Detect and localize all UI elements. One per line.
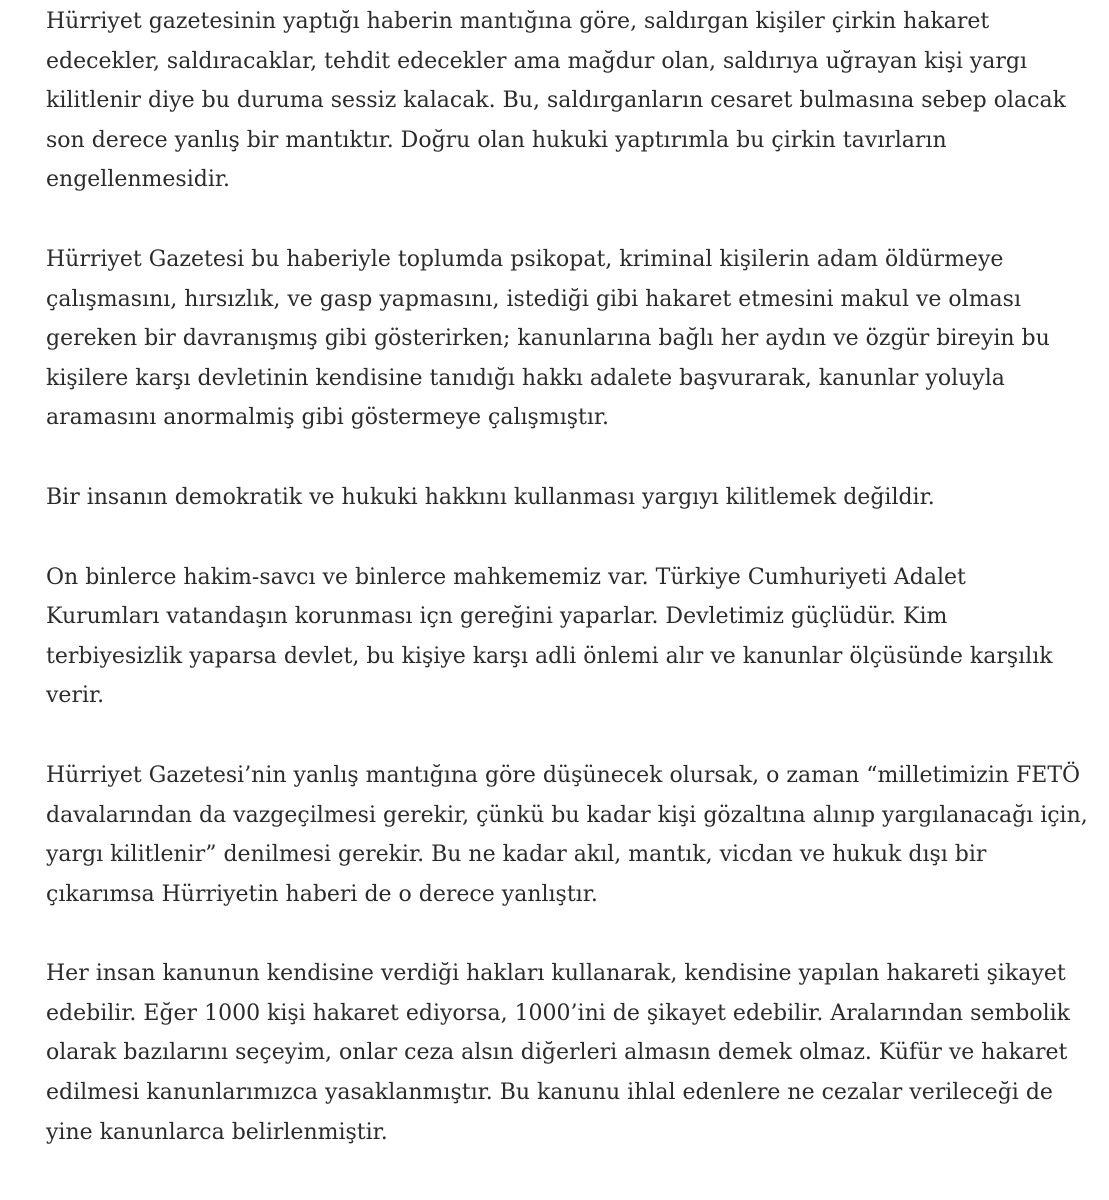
paragraph-1 <box>46 2 1086 200</box>
paragraph-line: kişilere karşı devletinin kendisine tanıdığı hakkı adalete başvurarak, kanunlar yoluyla <box>46 365 1005 391</box>
paragraph-line: gereken bir davranışmış gibi gösterirken; kanunlarına bağlı her aydın ve özgür bireyin bu <box>46 326 1050 352</box>
paragraph-line: çalışmasını, hırsızlık, ve gasp yapmasını, istediği gibi hakaret etmesini makul ve olması <box>46 286 1022 312</box>
paragraph-3 <box>46 478 1086 518</box>
paragraph-line: aramasını anormalmiş gibi göstermeye çalışmıştır. <box>46 405 609 431</box>
paragraph-line: yine kanunlarca belirlenmiştir. <box>46 1119 388 1145</box>
paragraph-line: yargı kilitlenir” denilmesi gerekir. Bu ne kadar akıl, mantık, vicdan ve hukuk dışı bir <box>46 842 987 868</box>
paragraph-line: Bir insanın demokratik ve hukuki hakkını kullanması yargıyı kilitlemek değildir. <box>46 484 935 510</box>
paragraph-line: son derece yanlış bir mantıktır. Doğru olan hukuki yaptırımla bu çirkin tavırların <box>46 127 947 153</box>
paragraph-2 <box>46 240 1086 438</box>
article-body <box>46 2 1086 1152</box>
paragraph-5 <box>46 756 1086 914</box>
paragraph-line: edecekler, saldıracaklar, tehdit edecekler ama mağdur olan, saldırıya uğrayan kişi yargı <box>46 48 1028 74</box>
paragraph-line: Hürriyet Gazetesi’nin yanlış mantığına göre düşünecek olursak, o zaman “milletimizin FETÖ <box>46 762 1081 788</box>
paragraph-line: Hürriyet gazetesinin yaptığı haberin mantığına göre, saldırgan kişiler çirkin hakaret <box>46 9 990 34</box>
paragraph-line: Hürriyet Gazetesi bu haberiyle toplumda psikopat, kriminal kişilerin adam öldürmeye <box>46 246 1004 272</box>
paragraph-line: edilmesi kanunlarımızca yasaklanmıştır. Bu kanunu ihlal edenlere ne cezalar verileceği de <box>46 1080 1053 1106</box>
paragraph-line: kilitlenir diye bu duruma sessiz kalacak. Bu, saldırganların cesaret bulmasına sebep olacak <box>46 88 1066 114</box>
paragraph-6 <box>46 954 1086 1152</box>
paragraph-line: olarak bazılarını seçeyim, onlar ceza alsın diğerleri almasın demek olmaz. Küfür ve hakaret <box>46 1040 1068 1066</box>
paragraph-line: On binlerce hakim-savcı ve binlerce mahkememiz var. Türkiye Cumhuriyeti Adalet <box>46 564 966 590</box>
paragraph-line: Kurumları vatandaşın korunması içn gereğini yaparlar. Devletimiz güçlüdür. Kim <box>46 604 948 630</box>
paragraph-line: terbiyesizlik yaparsa devlet, bu kişiye karşı adli önlemi alır ve kanunlar ölçüsünde karşılık <box>46 643 1053 669</box>
paragraph-line: edebilir. Eğer 1000 kişi hakaret ediyorsa, 1000’ini de şikayet edebilir. Aralarından sembolik <box>46 1000 1070 1026</box>
paragraph-4 <box>46 558 1086 716</box>
paragraph-line: Her insan kanunun kendisine verdiği hakları kullanarak, kendisine yapılan hakareti şikayet <box>46 961 1066 987</box>
paragraph-line: çıkarımsa Hürriyetin haberi de o derece yanlıştır. <box>46 881 598 907</box>
paragraph-line: verir. <box>46 683 105 709</box>
paragraph-line: engellenmesidir. <box>46 167 230 193</box>
paragraph-line: davalarından da vazgeçilmesi gerekir, çünkü bu kadar kişi gözaltına alınıp yargılanacağı için, <box>46 802 1088 828</box>
